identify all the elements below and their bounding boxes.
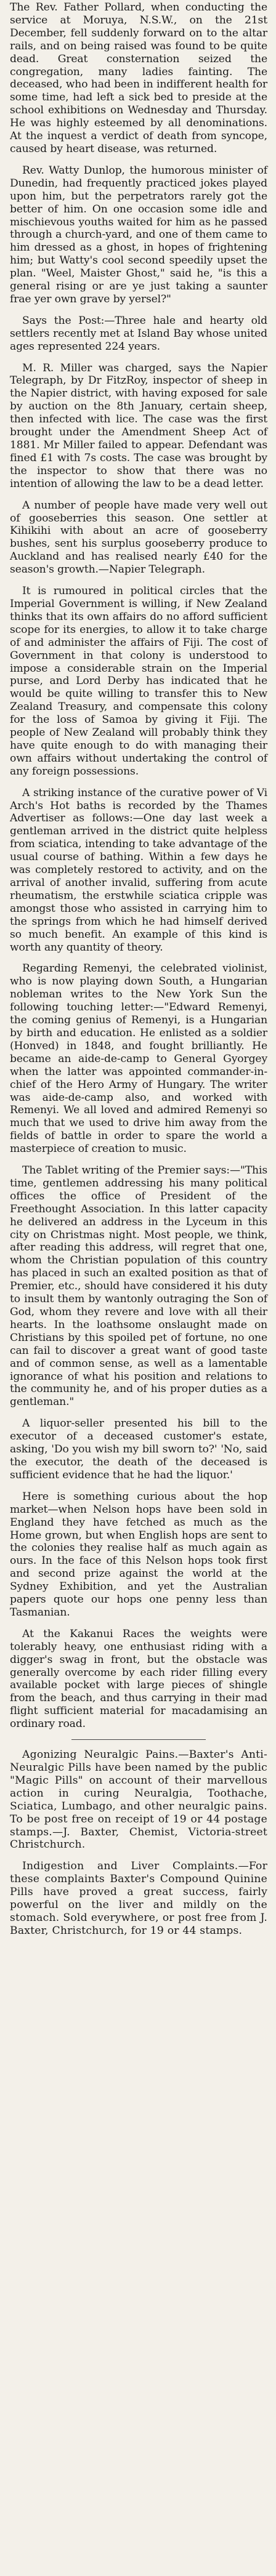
section-divider xyxy=(71,1739,206,1740)
advert-liver-pills: Indigestion and Liver Complaints.—For these complaints Baxter's Compound Quinine Pills have proved a great success, fairly powerful on the liver and mildly on the stomach. Sold everywhere, or post free from J. Baxter, Christchurch, for 19 or 44 stamps. xyxy=(10,1860,267,1937)
news-item-father-pollard: The Rev. Father Pollard, when conducting the service at Moruya, N.S.W., on the 21st December, fell suddenly forward on to the altar rails, and on being raised was found to be quite dead. Great consternation seized the congregation, many ladies fainting. The deceased, who had been in indifferent health for some time, had left a sick bed to preside at the school exhibitions on Wednesday and Thursday. He was highly esteemed by all denominations. At the inquest a verdict of death from syncope, caused by heart disease, was returned. xyxy=(10,1,267,155)
news-item-remenyi: Regarding Remenyi, the celebrated violinist, who is now playing down South, a Hungarian nobleman writes to the New York Sun the following touching letter:—"Edward Remenyi, the coming genius of Remenyi, is a Hungarian by birth and education. He enlisted as a soldier (Honved) in 1848, and fought brilliantly. He became an aide-de-camp to General Gyorgey when the latter was appointed commander-in-chief of the Hero Army of Hungary. The writer was aide-de-camp also, and worked with Remenyi. We all loved and admired Remenyi so much that we used to drive him away from the fields of battle in order to spare the world a masterpiece of creation to music. xyxy=(10,962,267,1156)
news-item-old-settlers: Says the Post:—Three hale and hearty old settlers recently met at Island Bay whose united ages represented 224 years. xyxy=(10,314,267,353)
news-item-liquor-seller: A liquor-seller presented his bill to the executor of a deceased customer's estate, asking, 'Do you wish my bill sworn to?' 'No, said the executor, the death of the deceased is sufficient evidence that he had the liquor.' xyxy=(10,1417,267,1481)
advert-neuralgic-pills: Agonizing Neuralgic Pains.—Baxter's Anti-Neuralgic Pills have been named by the public "Magic Pills" on account of their marvellous action in curing Neuralgia, Toothache, Sciatica, Lumbago, and other neuralgic pains. To be post free on receipt of 19 or 44 postage stamps.—J. Baxter, Chemist, Victoria-street Christchurch. xyxy=(10,1749,267,1851)
news-item-tablet-premier: The Tablet writing of the Premier says:—"This time, gentlemen addressing his many political offices the office of President of the Freethought Association. In this latter capacity he delivered an address in the Lyceum in this city on Christmas night. Most people, we think, after reading this address, will regret that one, whom the Christian population of this country has placed in such an exalted position as that of Premier, etc., should have considered it his duty to insult them by wantonly outraging the Son of God, whom they revere and love with all their hearts. In the loathsome onslaught made on Christians by this spoiled pet of fortune, no one can fail to discover a great want of good taste and of common sense, as well as a lamentable ignorance of what his position and relations to the community he, and of his proper duties as a gentleman." xyxy=(10,1164,267,1409)
news-item-sheep-lice: M. R. Miller was charged, says the Napier Telegraph, by Dr FitzRoy, inspector of sheep in the Napier district, with having exposed for sale by auction on the 8th January, certain sheep, then infected with lice. The case was the first brought under the Amendment Sheep Act of 1881. Mr Miller failed to appear. Defendant was fined £1 with 7s costs. The case was brought by the inspector to show that there was no intention of allowing the law to be a dead letter. xyxy=(10,361,267,490)
news-item-watty-dunlop: Rev. Watty Dunlop, the humorous minister of Dunedin, had frequently practiced jokes played upon him, but the perpetrators rarely got the better of him. On one occasion some idle and mischievous youths waited for him as he passed through a church-yard, and one of them came to him dressed as a ghost, in hopes of frightening him; but Watty's cool second speedily upset the plan. "Weel, Maister Ghost," said he, "is this a general rising or are ye just taking a saunter frae yer own grave by yersel?" xyxy=(10,164,267,305)
news-item-gooseberries: A number of people have made very well out of gooseberries this season. One settler at Kihikihi with about an acre of gooseberry bushes, sent his surplus gooseberry produce to Auckland and has realised nearly £40 for the season's growth.—Napier Telegraph. xyxy=(10,499,267,576)
news-item-fiji-rumour: It is rumoured in political circles that the Imperial Government is willing, if New Zealand thinks that its own affairs do no afford sufficient scope for its energies, to allow it to take charge of and administer the affairs of Fiji. The cost of Government in that colony is understood to impose a considerable strain on the Imperial purse, and Lord Derby has indicated that he would be quite willing to transfer this to New Zealand Treasury, and compensate this colony for the loss of Samoa by giving it Fiji. The people of New Zealand will probably think they have quite enough to do with managing their own affairs without undertaking the control of any foreign possessions. xyxy=(10,585,267,778)
news-item-hop-market: Here is something curious about the hop market—when Nelson hops have been sold in England they have fetched as much as the Home grown, but when English hops are sent to the colonies they realise half as much again as ours. In the face of this Nelson hops took first and second prize against the world at the Sydney Exhibition, and yet the Australian papers quote our hops one penny less than Tasmanian. xyxy=(10,1490,267,1619)
news-item-hot-baths: A striking instance of the curative power of Vi Arch's Hot baths is recorded by the Thames Advertiser as follows:—One day last week a gentleman arrived in the district quite helpless from sciatica, intending to take advantage of the usual course of bathing. Within a few days he was completely restored to activity, and on the arrival of another invalid, suffering from acute rheumatism, the erstwhile sciatica cripple was amongst those who assisted in carrying him to the springs from which he had himself derived so much benefit. An example of this kind is worth any quantity of theory. xyxy=(10,786,267,954)
news-item-kakanui-races: At the Kakanui Races the weights were tolerably heavy, one enthusiast riding with a digger's swag in front, but the obstacle was generally overcome by each rider filling every available pocket with large pieces of shingle from the beach, and thus carrying in their mad flight sufficient material for macadamising an ordinary road. xyxy=(10,1627,267,1731)
